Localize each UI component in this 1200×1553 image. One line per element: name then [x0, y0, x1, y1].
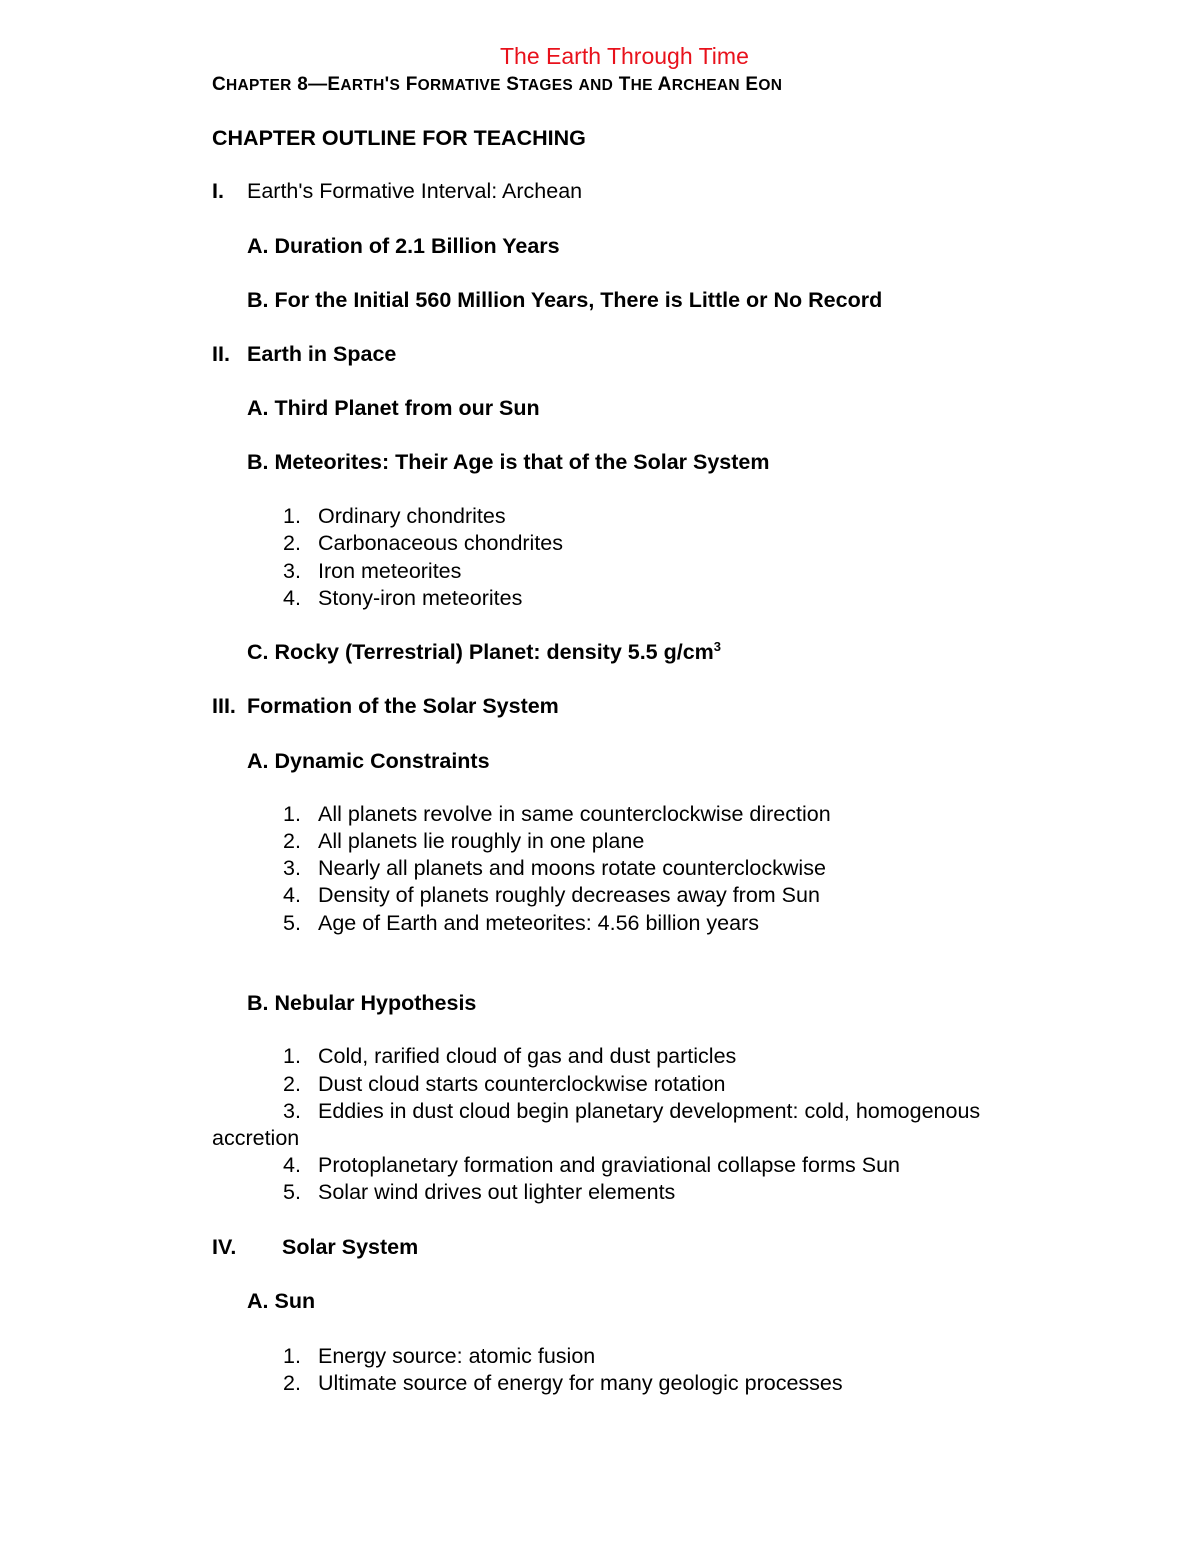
- section-title: Solar System: [282, 1235, 419, 1259]
- list-item: 2. Dust cloud starts counterclockwise rotation: [283, 1072, 726, 1096]
- subsection-label: A.: [247, 234, 269, 258]
- list-item-text: Iron meteorites: [318, 559, 462, 583]
- list-item: 1. Ordinary chondrites: [283, 504, 506, 528]
- subsection-heading: [247, 233, 560, 259]
- section-heading: [212, 178, 583, 204]
- subsection-label: A.: [247, 749, 269, 773]
- list-item-text: Carbonaceous chondrites: [318, 531, 564, 555]
- list-item: 4. Protoplanetary formation and graviational collapse forms Sun: [283, 1153, 901, 1177]
- list-item-text: Ultimate source of energy for many geologic processes: [318, 1371, 843, 1395]
- subsection-heading: [247, 449, 770, 475]
- list-item-text: Eddies in dust cloud begin planetary development: cold, homogenous: [318, 1099, 981, 1123]
- section-label: I.: [212, 179, 224, 203]
- list-item: 4. Density of planets roughly decreases away from Sun: [283, 883, 820, 907]
- list-item: 5. Solar wind drives out lighter elements: [283, 1180, 676, 1204]
- list-item: 1. Energy source: atomic fusion: [283, 1344, 596, 1368]
- list-item-text: Solar wind drives out lighter elements: [318, 1180, 676, 1204]
- subsection-title: Nebular Hypothesis: [274, 991, 477, 1015]
- subsection-title: Duration of 2.1 Billion Years: [274, 234, 560, 258]
- section-heading: [212, 341, 397, 367]
- list-item-text: Nearly all planets and moons rotate counterclockwise: [318, 856, 826, 880]
- section-title: Earth's Formative Interval: Archean: [247, 179, 583, 203]
- list-item: 3. Nearly all planets and moons rotate counterclockwise: [283, 856, 826, 880]
- chapter-title-text: CHAPTER 8—EARTH'S FORMATIVE STAGES AND THE ARCHEAN EON: [212, 74, 783, 95]
- subsection-title: Dynamic Constraints: [274, 749, 490, 773]
- subsection-label: B.: [247, 450, 269, 474]
- subsection-heading: [247, 990, 476, 1016]
- list-item: 4. Stony-iron meteorites: [283, 586, 523, 610]
- subsection-title: Meteorites: Their Age is that of the Solar System: [274, 450, 770, 474]
- list-item-text: Age of Earth and meteorites: 4.56 billion years: [318, 911, 760, 935]
- list-item: 2. Carbonaceous chondrites: [283, 531, 564, 555]
- list-item-text: All planets revolve in same counterclockwise direction: [318, 802, 831, 826]
- section-label: III.: [212, 694, 236, 718]
- list-item: 1. Cold, rarified cloud of gas and dust particles: [283, 1044, 737, 1068]
- list-item-text: Cold, rarified cloud of gas and dust particles: [318, 1044, 737, 1068]
- section-label: II.: [212, 342, 230, 366]
- section-title: Formation of the Solar System: [247, 694, 559, 718]
- chapter-title: [212, 72, 782, 99]
- list-item-text: Ordinary chondrites: [318, 504, 506, 528]
- subsection-title: Third Planet from our Sun: [274, 396, 540, 420]
- subsection-heading: [247, 287, 882, 313]
- list-item: 1. All planets revolve in same counterclockwise direction: [283, 802, 831, 826]
- document-title: The Earth Through Time: [500, 43, 749, 69]
- subsection-heading: [247, 639, 721, 665]
- section-heading: [212, 1234, 419, 1260]
- subsection-label: B.: [247, 991, 269, 1015]
- subsection-label: C.: [247, 640, 269, 664]
- list-item: 5. Age of Earth and meteorites: 4.56 billion years: [283, 911, 760, 935]
- list-item: 3. Iron meteorites: [283, 559, 462, 583]
- section-heading: [212, 693, 559, 719]
- subsection-heading: [247, 1288, 315, 1314]
- list-item-wrap: accretion: [212, 1126, 300, 1150]
- section-label: IV.: [212, 1235, 237, 1259]
- subsection-label: B.: [247, 288, 269, 312]
- subsection-title: For the Initial 560 Million Years, There is Little or No Record: [274, 288, 883, 312]
- list-item: 3. Eddies in dust cloud begin planetary development: cold, homogenous: [283, 1099, 981, 1123]
- list-item-text: Stony-iron meteorites: [318, 586, 523, 610]
- list-item-text: Dust cloud starts counterclockwise rotation: [318, 1072, 726, 1096]
- list-item: 2. All planets lie roughly in one plane: [283, 829, 645, 853]
- list-item: 2. Ultimate source of energy for many geologic processes: [283, 1371, 843, 1395]
- outline-heading: CHAPTER OUTLINE FOR TEACHING: [212, 126, 586, 150]
- list-item-text: Density of planets roughly decreases away from Sun: [318, 883, 820, 907]
- list-item-text: Energy source: atomic fusion: [318, 1344, 596, 1368]
- superscript-exponent: 3: [713, 639, 722, 654]
- subsection-label: A.: [247, 1289, 269, 1313]
- subsection-title: Rocky (Terrestrial) Planet: density 5.5 g/cm: [274, 640, 714, 664]
- subsection-heading: [247, 748, 490, 774]
- subsection-title: Sun: [274, 1289, 316, 1313]
- list-item-text: All planets lie roughly in one plane: [318, 829, 645, 853]
- subsection-heading: [247, 395, 540, 421]
- subsection-label: A.: [247, 396, 269, 420]
- section-title: Earth in Space: [247, 342, 397, 366]
- list-item-text: Protoplanetary formation and graviational collapse forms Sun: [318, 1153, 901, 1177]
